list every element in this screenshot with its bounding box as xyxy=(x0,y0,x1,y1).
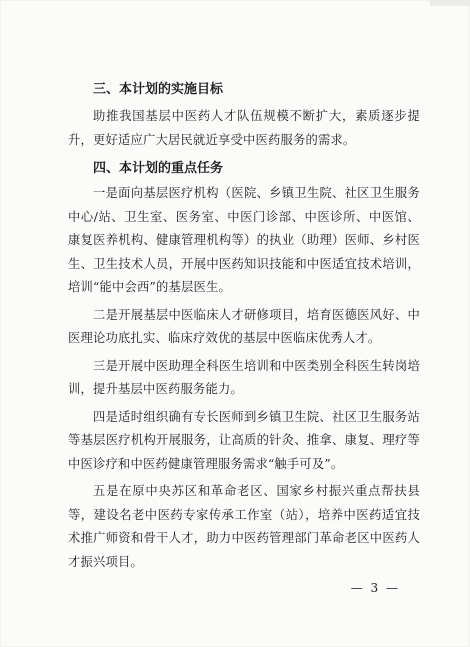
task-paragraph-5: 五是在原中央苏区和革命老区、国家乡村振兴重点帮扶县等，建设名老中医药专家传承工作室（站），培养中医药适宜技术推广师资和骨干人才，助力中医药管理部门革命老区中医药人才振兴项目。 xyxy=(68,484,420,569)
task-paragraph-2: 二是开展基层中医临床人才研修项目，培育医德医风好、中医理论功底扎实、临床疗效优的基层中医临床优秀人才。 xyxy=(68,307,420,345)
task-paragraph-3: 三是开展中医助理全科医生培训和中医类别全科医生转岗培训，提升基层中医药服务能力。 xyxy=(68,358,420,396)
task-paragraph-1: 一是面向基层医疗机构（医院、乡镇卫生院、社区卫生服务中心/站、卫生室、医务室、中医门诊部、中医诊所、中医馆、康复医养机构、健康管理机构等）的执业（助理）医师、乡村医生、卫生技术人员，开展中医药知识技能和中医适宜技术培训，培训“能中会西”的基层医生。 xyxy=(68,186,420,294)
section-4-heading: 四、本计划的重点任务 xyxy=(93,161,224,176)
page-number: — 3 — xyxy=(350,581,400,595)
document-body xyxy=(68,81,420,574)
scan-edge-mark xyxy=(430,0,470,6)
section-3-paragraph: 助推我国基层中医药人才队伍规模不断扩大，素质逐步提升，更好适应广大居民就近享受中医药服务的需求。 xyxy=(68,109,420,147)
section-3-heading: 三、本计划的实施目标 xyxy=(93,82,224,97)
task-paragraph-4: 四是适时组织确有专长医师到乡镇卫生院、社区卫生服务站等基层医疗机构开展服务，让高质的针灸、推拿、康复、理疗等中医诊疗和中医药健康管理服务需求“触手可及”。 xyxy=(68,409,420,471)
